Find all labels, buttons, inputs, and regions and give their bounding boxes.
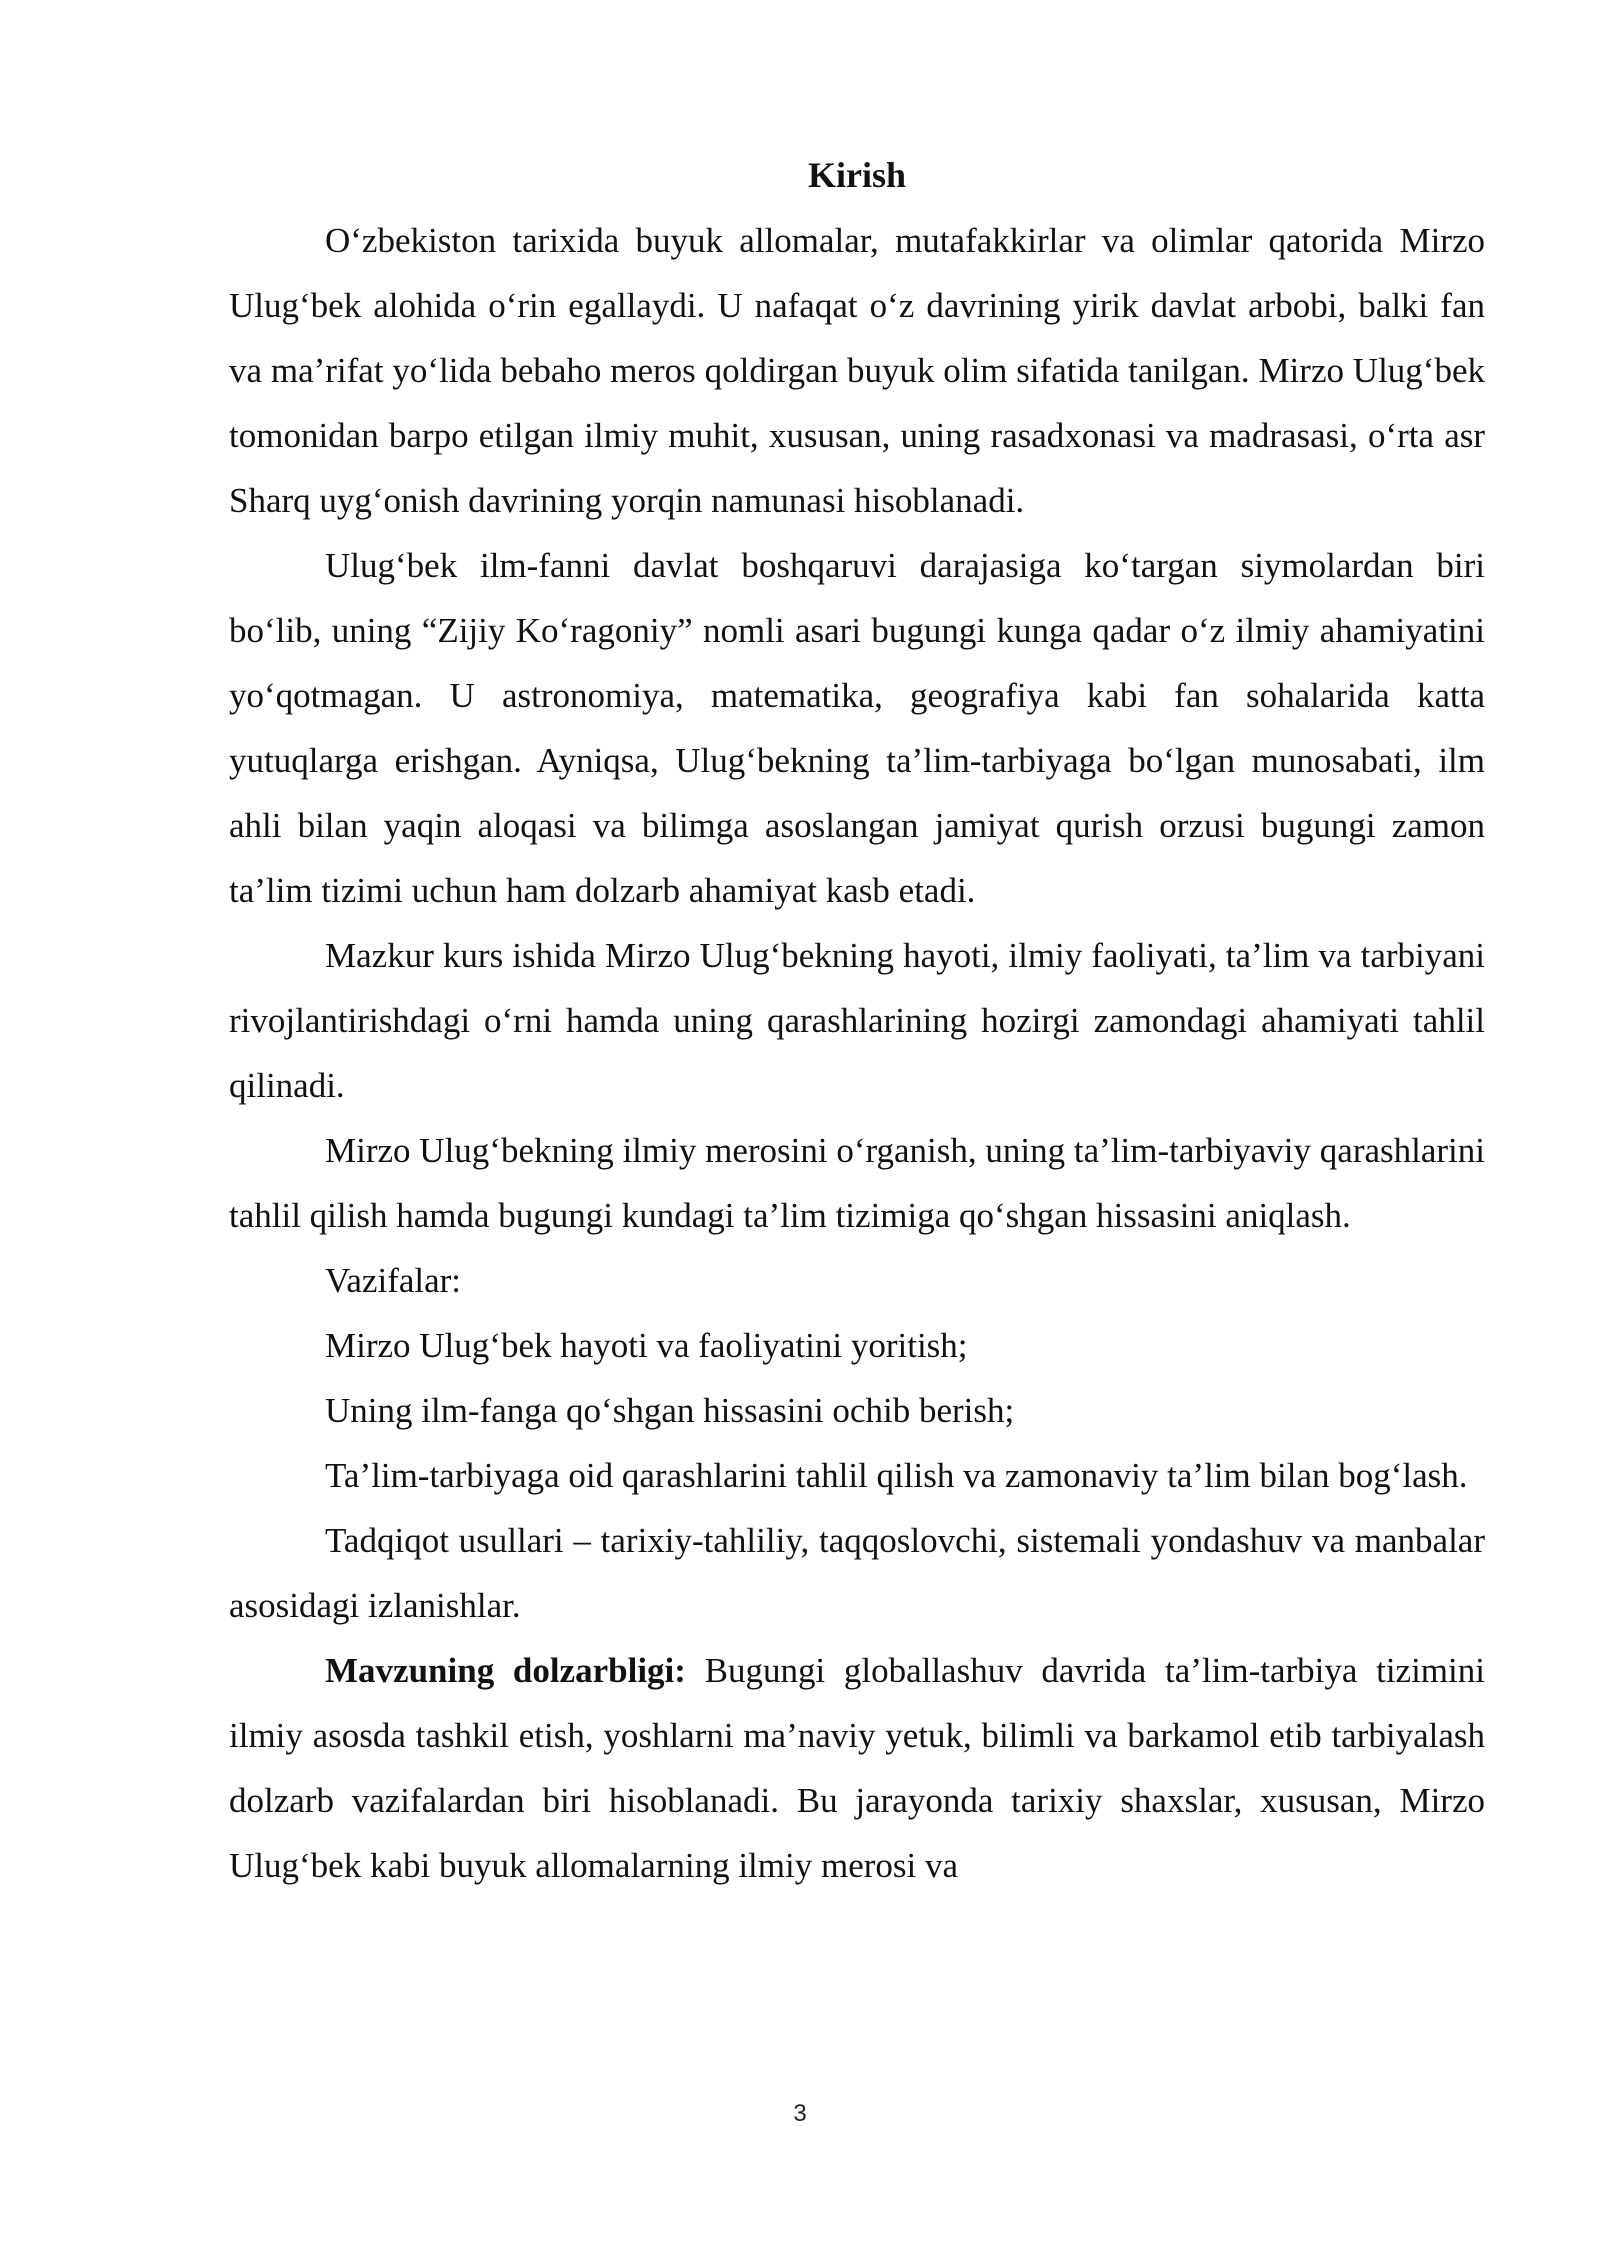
paragraph-methods: Tadqiqot usullari – tarixiy-tahliliy, taqqoslovchi, sistemali yondashuv va manbalar asosidagi izlanishlar.: [229, 1521, 1485, 1625]
paragraph-ulugbek-science: Ulug‘bek ilm-fanni davlat boshqaruvi darajasiga ko‘targan siymolardan biri bo‘lib, uning “Zijiy Ko‘ragoniy” nomli asari bugungi kunga qadar o‘z ilmiy ahamiyatini yo‘qotmagan. U astronomiya, matematika, geografiya kabi fan sohalarida katta yutuqlarga erishgan. Ayniqsa, Ulug‘bekning ta’lim-tarbiyaga bo‘lgan munosabati, ilm ahli bilan yaqin aloqasi va bilimga asoslangan jamiyat qurish orzusi bugungi zamon ta’lim tizimi uchun ham dolzarb ahamiyat kasb etadi.: [229, 546, 1485, 910]
page-content: [229, 143, 1485, 1898]
paragraph-course-scope: Mazkur kurs ishida Mirzo Ulug‘bekning hayoti, ilmiy faoliyati, ta’lim va tarbiyani rivojlantirishdagi o‘rni hamda uning qarashlarining hozirgi zamondagi ahamiyati tahlil qilinadi.: [229, 936, 1485, 1105]
paragraph-intro: O‘zbekiston tarixida buyuk allomalar, mutafakkirlar va olimlar qatorida Mirzo Ulug‘bek alohida o‘rin egallaydi. U nafaqat o‘z davrining yirik davlat arbobi, balki fan va ma’rifat yo‘lida bebaho meros qoldirgan buyuk olim sifatida tanilgan. Mirzo Ulug‘bek tomonidan barpo etilgan ilmiy muhit, xususan, uning rasadxonasi va madrasasi, o‘rta asr Sharq uyg‘onish davrining yorqin namunasi hisoblanadi.: [229, 221, 1485, 520]
relevance-text: Bugungi globallashuv davrida ta’lim-tarbiya tizimini ilmiy asosda tashkil etish, yoshlarni ma’naviy yetuk, bilimli va barkamol etib tarbiyalash dolzarb vazifalardan biri hisoblanadi. Bu jarayonda tarixiy shaxslar, xususan, Mirzo Ulug‘bek kabi buyuk allomalarning ilmiy merosi va: [229, 1651, 1485, 1885]
task-item-1: Mirzo Ulug‘bek hayoti va faoliyatini yoritish;: [325, 1326, 968, 1365]
page-number: 3: [793, 2100, 807, 2127]
section-title: Kirish: [807, 155, 906, 195]
task-item-2: Uning ilm-fanga qo‘shgan hissasini ochib berish;: [325, 1391, 1015, 1430]
tasks-heading: Vazifalar:: [325, 1261, 462, 1300]
task-item-3: Ta’lim-tarbiyaga oid qarashlarini tahlil qilish va zamonaviy ta’lim bilan bog‘lash.: [325, 1456, 1468, 1495]
paragraph-relevance: [229, 1638, 1485, 1898]
relevance-label: Mavzuning dolzarbligi:: [325, 1651, 686, 1690]
paragraph-aim: Mirzo Ulug‘bekning ilmiy merosini o‘rganish, uning ta’lim-tarbiyaviy qarashlarini tahlil qilish hamda bugungi kundagi ta’lim tizimiga qo‘shgan hissasini aniqlash.: [229, 1131, 1485, 1235]
